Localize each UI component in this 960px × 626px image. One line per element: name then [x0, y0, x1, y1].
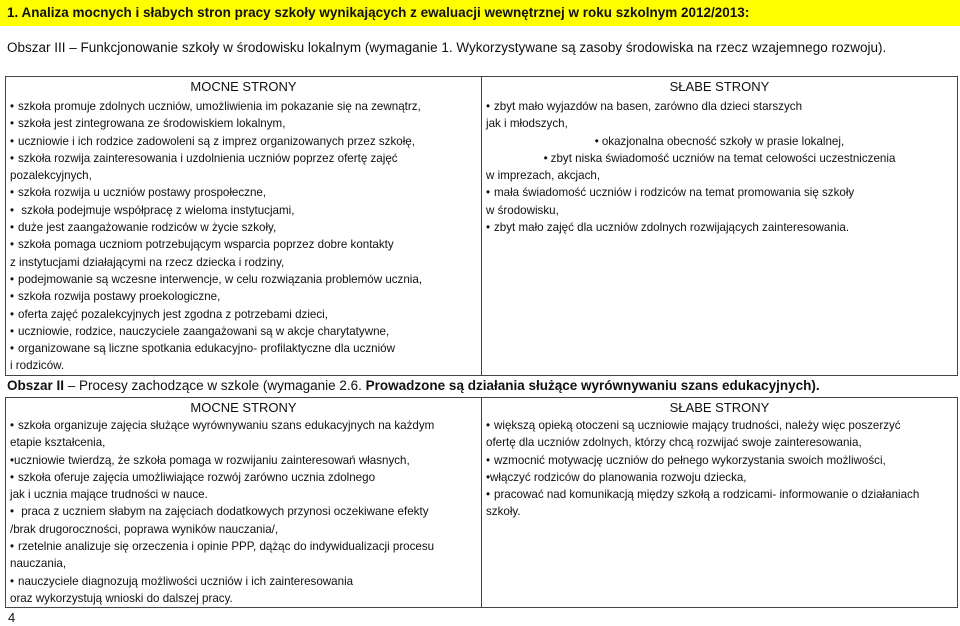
section1-table: [5, 76, 958, 376]
section2-title: [7, 378, 820, 393]
list-item: • szkoła jest zintegrowana ze środowiskiem lokalnym,: [10, 115, 477, 132]
list-item-continuation: ofertę dla uczniów zdolnych, którzy chcą rozwijać swoje zainteresowania,: [486, 436, 862, 450]
section2-table: [5, 397, 958, 608]
list-item: • pracować nad komunikacją między szkołą a rodzicami- informowanie o działaniach: [486, 486, 953, 503]
list-item: • mała świadomość uczniów i rodziców na temat promowania się szkoły: [486, 184, 953, 201]
list-item: • podejmowanie są wczesne interwencje, w celu rozwiązania problemów ucznia,: [10, 271, 477, 288]
list-item-continuation: jak i ucznia mające trudności w nauce.: [10, 488, 208, 502]
list-item-continuation: etapie kształcenia,: [10, 436, 106, 450]
list-item-continuation: nauczania,: [10, 557, 67, 571]
section2-title-part2: – Procesy zachodzące w szkole (wymaganie 2.6.: [64, 378, 366, 393]
list-item-continuation: w środowisku,: [486, 203, 559, 217]
list-item: • szkoła oferuje zajęcia umożliwiające rozwój zarówno ucznia zdolnego: [10, 469, 477, 486]
list-item: • szkoła rozwija zainteresowania i uzdolnienia uczniów poprzez ofertę zajęć: [10, 150, 477, 167]
list-item-continuation: jak i młodszych,: [486, 117, 568, 131]
section2-title-part3: Prowadzone są działania służące wyrównywaniu szans edukacyjnych).: [365, 378, 820, 393]
list-item-continuation: w imprezach, akcjach,: [486, 169, 601, 183]
section1-weak-heading: SŁABE STRONY: [669, 79, 770, 94]
list-item: • uczniowie i ich rodzice zadowoleni są z imprez organizowanych przez szkołę,: [10, 133, 477, 150]
list-item-continuation: pozalekcyjnych,: [10, 169, 92, 183]
list-item: • praca z uczniem słabym na zajęciach dodatkowych przynosi oczekiwane efekty: [10, 503, 477, 520]
list-item: • szkoła promuje zdolnych uczniów, umożliwienia im pokazanie się na zewnątrz,: [10, 98, 477, 115]
list-item: • szkoła rozwija u uczniów postawy prospołeczne,: [10, 184, 477, 201]
section2-weak-heading: SŁABE STRONY: [669, 400, 770, 415]
list-item: • szkoła pomaga uczniom potrzebującym wsparcia poprzez dobre kontakty: [10, 236, 477, 253]
list-item: •uczniowie twierdzą, że szkoła pomaga w rozwijaniu zainteresowań własnych,: [10, 453, 410, 467]
list-item: • wzmocnić motywację uczniów do pełnego wykorzystania swoich możliwości,: [486, 452, 953, 469]
section2-strong-cell: [6, 398, 482, 608]
list-item: • szkoła podejmuje współpracę z wieloma instytucjami,: [10, 202, 477, 219]
list-item: • zbyt niska świadomość uczniów na temat celowości uczestniczenia: [486, 150, 953, 167]
list-item: • szkoła rozwija postawy proekologiczne,: [10, 288, 477, 305]
page-number: 4: [8, 610, 16, 625]
section2-weak-cell: [482, 398, 958, 608]
list-item-continuation: /brak drugoroczności, poprawa wyników nauczania/,: [10, 522, 279, 536]
section1-weak-cell: [482, 77, 958, 376]
list-item-continuation: oraz wykorzystują wnioski do dalszej pracy.: [10, 591, 233, 605]
list-item: • szkoła organizuje zajęcia służące wyrównywaniu szans edukacyjnych na każdym: [10, 417, 477, 434]
list-item: •włączyć rodziców do planowania rozwoju dziecka,: [486, 470, 747, 484]
list-item: • duże jest zaangażowanie rodziców w życie szkoły,: [10, 219, 477, 236]
section2-title-part1: Obszar II: [7, 378, 65, 393]
list-item: • oferta zajęć pozalekcyjnych jest zgodna z potrzebami dzieci,: [10, 306, 477, 323]
list-item: • okazjonalna obecność szkoły w prasie lokalnej,: [486, 133, 953, 150]
section1-strong-cell: [6, 77, 482, 376]
list-item: • rzetelnie analizuje się orzeczenia i opinie PPP, dążąc do indywidualizacji procesu: [10, 538, 477, 555]
section2-strong-heading: MOCNE STRONY: [190, 400, 297, 415]
list-item: • nauczyciele diagnozują możliwości uczniów i ich zainteresowania: [10, 573, 477, 590]
document-header: 1. Analiza mocnych i słabych stron pracy szkoły wynikających z ewaluacji wewnętrznej w roku szkolnym 2012/2013:: [0, 0, 960, 26]
list-item: • organizowane są liczne spotkania edukacyjno- profilaktyczne dla uczniów: [10, 340, 477, 357]
section1-title: Obszar III – Funkcjonowanie szkoły w środowisku lokalnym (wymaganie 1. Wykorzystywane są zasoby środowiska na rzecz wzajemnego rozwoju).: [7, 40, 887, 55]
list-item: • uczniowie, rodzice, nauczyciele zaangażowani są w akcje charytatywne,: [10, 323, 477, 340]
section1-strong-heading: MOCNE STRONY: [190, 79, 297, 94]
list-item: • zbyt mało wyjazdów na basen, zarówno dla dzieci starszych: [486, 98, 953, 115]
list-item: • zbyt mało zajęć dla uczniów zdolnych rozwijających zainteresowania.: [486, 219, 953, 236]
list-item-continuation: z instytucjami działającymi na rzecz dziecka i rodziny,: [10, 255, 285, 269]
list-item-continuation: szkoły.: [486, 505, 521, 519]
list-item: • większą opieką otoczeni są uczniowie mający trudności, należy więc poszerzyć: [486, 417, 953, 434]
list-item-continuation: i rodziców.: [10, 359, 65, 373]
